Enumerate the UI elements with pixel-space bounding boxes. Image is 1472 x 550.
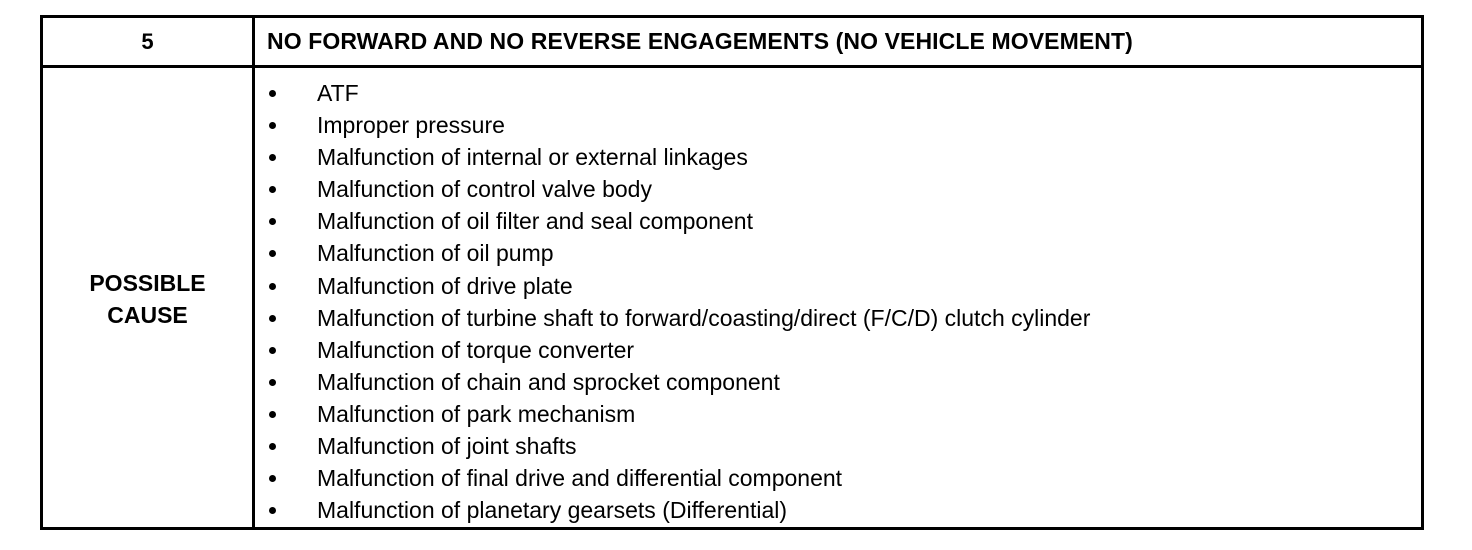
bullet-icon — [269, 218, 276, 225]
cause-text: Malfunction of final drive and differential component — [317, 465, 843, 492]
bullet-icon — [269, 122, 276, 129]
cause-text: Malfunction of chain and sprocket component — [317, 368, 780, 395]
cause-label-line2: CAUSE — [107, 302, 188, 328]
bullet-icon — [269, 315, 276, 322]
cause-text: Malfunction of control valve body — [317, 176, 652, 203]
bullet-icon — [269, 475, 276, 482]
symptom-title: NO FORWARD AND NO REVERSE ENGAGEMENTS (NO VEHICLE MOVEMENT) — [267, 28, 1133, 54]
cause-text: ATF — [317, 80, 359, 106]
bullet-icon — [269, 379, 276, 386]
cause-text: Malfunction of park mechanism — [317, 400, 636, 427]
column-divider — [252, 18, 255, 527]
header-row — [43, 18, 1421, 68]
diagnosis-table — [40, 15, 1424, 530]
cause-label-line1: POSSIBLE — [89, 270, 206, 296]
cause-text: Malfunction of torque converter — [317, 336, 635, 363]
cause-text: Malfunction of turbine shaft to forward/coasting/direct (F/C/D) clutch cylinder — [317, 304, 1091, 331]
bullet-icon — [269, 283, 276, 290]
bullet-icon — [269, 347, 276, 354]
bullet-icon — [269, 186, 276, 193]
bullet-icon — [269, 443, 276, 450]
cause-text: Malfunction of oil pump — [317, 240, 554, 267]
bullet-icon — [269, 250, 276, 257]
possible-cause-label — [43, 68, 252, 530]
bullet-icon — [269, 507, 276, 514]
cause-text: Malfunction of drive plate — [317, 272, 573, 299]
cause-text: Improper pressure — [317, 112, 505, 139]
cause-text: Malfunction of oil filter and seal component — [317, 208, 753, 235]
cause-text: Malfunction of joint shafts — [317, 433, 577, 460]
bullet-icon — [269, 411, 276, 418]
step-number: 5 — [141, 28, 154, 54]
bullet-icon — [269, 90, 276, 97]
cause-text: Malfunction of internal or external linkages — [317, 144, 748, 171]
cause-text: Malfunction of planetary gearsets (Differential) — [317, 497, 788, 524]
bullet-icon — [269, 154, 276, 161]
